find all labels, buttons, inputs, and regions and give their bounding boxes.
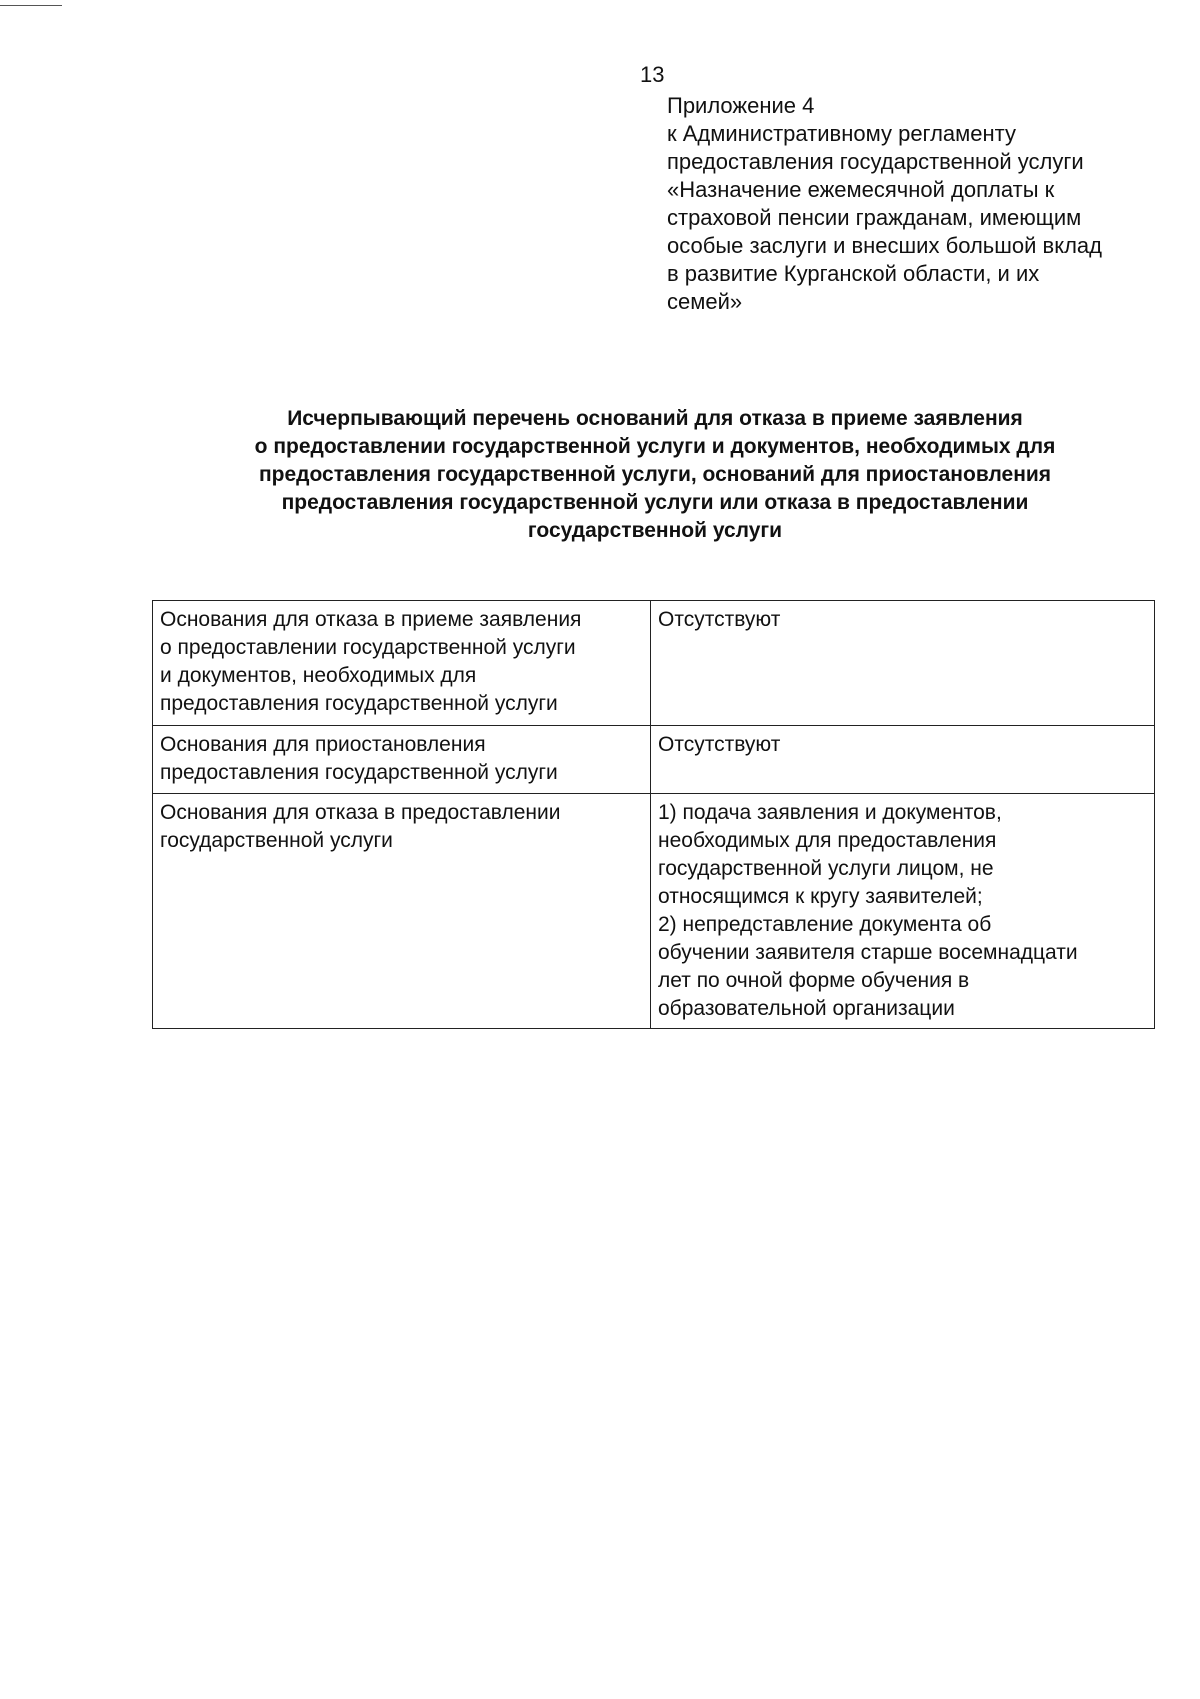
- cell-line: Отсутствуют: [658, 608, 781, 631]
- table-row: [153, 601, 1155, 726]
- cell-line: государственной услуги: [160, 829, 393, 852]
- cell-line: Основания для отказа в предоставлении: [160, 801, 561, 824]
- title-line: предоставления государственной услуги или отказа в предоставлении: [281, 491, 1029, 514]
- appendix-line: «Назначение ежемесячной доплаты к: [667, 177, 1055, 202]
- table-row: [153, 726, 1155, 794]
- cell-line: обучении заявителя старше восемнадцати: [658, 941, 1078, 964]
- value-cell: [651, 601, 1155, 726]
- scan-corner-mark: [0, 0, 62, 6]
- document-title: [140, 405, 1170, 545]
- title-line: предоставления государственной услуги, оснований для приостановления: [258, 463, 1052, 486]
- cell-line: образовательной организации: [658, 997, 955, 1020]
- title-line: Исчерпывающий перечень оснований для отказа в приеме заявления: [287, 407, 1023, 430]
- cell-line: Основания для отказа в приеме заявления: [160, 608, 582, 631]
- cell-line: о предоставлении государственной услуги: [160, 636, 576, 659]
- title-line: о предоставлении государственной услуги и документов, необходимых для: [254, 435, 1056, 458]
- cell-line: 2) непредставление документа об: [658, 913, 992, 936]
- cell-line: необходимых для предоставления: [658, 829, 997, 852]
- ground-cell: [153, 601, 651, 726]
- cell-line: государственной услуги лицом, не: [658, 857, 994, 880]
- cell-line: Основания для приостановления: [160, 733, 486, 756]
- value-cell: [651, 726, 1155, 794]
- appendix-line: к Административному регламенту: [667, 121, 1017, 146]
- cell-line: и документов, необходимых для: [160, 664, 477, 687]
- cell-line: лет по очной форме обучения в: [658, 969, 970, 992]
- value-cell: [651, 794, 1155, 1029]
- cell-line: 1) подача заявления и документов,: [658, 801, 1002, 824]
- cell-line: относящимся к кругу заявителей;: [658, 885, 983, 908]
- cell-line: предоставления государственной услуги: [160, 692, 558, 715]
- table-row: [153, 794, 1155, 1029]
- ground-cell: [153, 794, 651, 1029]
- cell-line: предоставления государственной услуги: [160, 761, 558, 784]
- appendix-line: Приложение 4: [667, 93, 815, 118]
- cell-line: Отсутствуют: [658, 733, 781, 756]
- appendix-line: семей»: [667, 289, 743, 314]
- appendix-header: [667, 92, 1167, 316]
- ground-cell: [153, 726, 651, 794]
- appendix-line: страховой пенсии гражданам, имеющим: [667, 205, 1082, 230]
- appendix-line: особые заслуги и внесших большой вклад: [667, 233, 1102, 258]
- title-line: государственной услуги: [527, 519, 783, 542]
- page-number: 13: [640, 62, 665, 87]
- grounds-table: [152, 600, 1155, 1029]
- appendix-line: предоставления государственной услуги: [667, 149, 1084, 174]
- appendix-line: в развитие Курганской области, и их: [667, 261, 1040, 286]
